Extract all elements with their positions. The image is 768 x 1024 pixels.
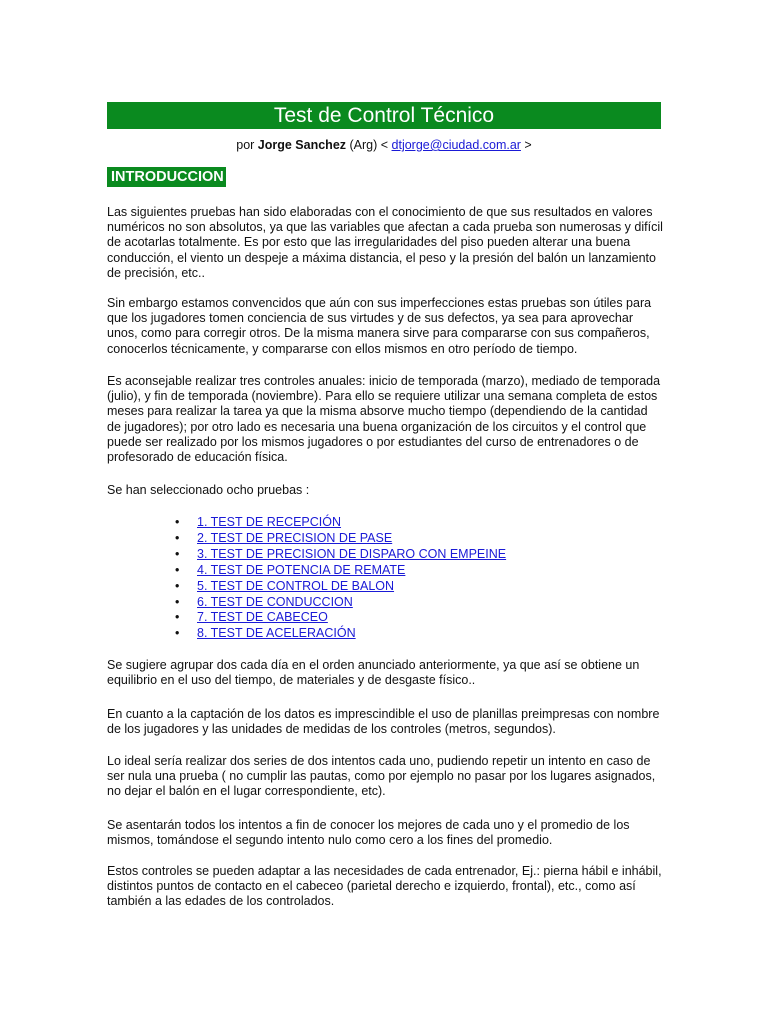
paragraph-8: Se asentarán todos los intentos a fin de conocer los mejores de cada uno y el promedio de los mismos, tomándose el segundo intento nulo como cero a los fines del promedio. xyxy=(107,818,630,848)
test-link-6[interactable]: 6. TEST DE CONDUCCION xyxy=(197,594,353,609)
bullet-icon: • xyxy=(175,610,180,625)
paragraph-5: Se sugiere agrupar dos cada día en el orden anunciado anteriormente, ya que así se obtiene un equilibrio en el uso del tiempo, de materiales y de desgaste físico.. xyxy=(107,658,640,688)
list-item xyxy=(175,610,506,626)
paragraph-6: En cuanto a la captación de los datos es imprescindible el uso de planillas preimpresas con nombre de los jugadores y las unidades de medidas de los controles (metros, segundos). xyxy=(107,707,660,737)
list-item xyxy=(175,531,506,547)
list-item xyxy=(175,563,506,579)
list-item xyxy=(175,626,506,642)
test-link-1[interactable]: 1. TEST DE RECEPCIÓN xyxy=(197,515,342,529)
test-link-2[interactable]: 2. TEST DE PRECISION DE PASE xyxy=(197,530,393,545)
bullet-icon: • xyxy=(175,515,180,529)
test-link-4[interactable]: 4. TEST DE POTENCIA DE REMATE xyxy=(197,562,406,577)
author-name: Jorge Sanchez xyxy=(257,138,347,152)
byline-country: (Arg) < xyxy=(346,138,392,152)
paragraph-2: Sin embargo estamos convencidos que aún con sus imperfecciones estas pruebas son útiles para que los jugadores tomen conciencia de sus virtudes y de sus defectos, ya sea para aprovechar unos, como para corregir otros. De la misma manera sirve para compararse con sus compañeros, conocerlos técnicamente, y compararse con ellos mismos en otro período de tiempo. xyxy=(107,296,652,356)
author-email-link[interactable]: dtjorge@ciudad.com.ar xyxy=(391,138,521,152)
list-item xyxy=(175,547,506,563)
test-link-7[interactable]: 7. TEST DE CABECEO xyxy=(197,610,328,625)
document-title: Test de Control Técnico xyxy=(107,102,661,129)
list-item xyxy=(175,515,506,531)
test-link-3[interactable]: 3. TEST DE PRECISION DE DISPARO CON EMPEINE xyxy=(197,546,507,561)
tests-list xyxy=(175,515,506,642)
bullet-icon: • xyxy=(175,562,180,577)
paragraph-3: Es aconsejable realizar tres controles anuales: inicio de temporada (marzo), mediado de temporada (julio), y fin de temporada (noviembre). Para ello se requiere utilizar una semana completa de estos meses para realizar la tarea ya que la misma absorve mucho tiempo (dependiendo de la cantidad de jugadores); por otro lado es necesaria una buena organización de los circuitos y el control que puede ser realizado por los mismos jugadores o por estudiantes del curso de entrenadores o de profesorado de educación física. xyxy=(107,374,661,465)
bullet-icon: • xyxy=(175,530,180,545)
paragraph-7: Lo ideal sería realizar dos series de dos intentos cada uno, pudiendo repetir un intento en caso de ser nula una prueba ( no cumplir las pautas, como por ejemplo no pasar por los lugares asignados, no dejar el balón en el lugar correspondiente, etc). xyxy=(107,754,656,799)
test-link-5[interactable]: 5. TEST DE CONTROL DE BALON xyxy=(197,578,395,593)
bullet-icon: • xyxy=(175,578,180,593)
bullet-icon: • xyxy=(175,626,180,641)
list-item xyxy=(175,595,506,611)
paragraph-1: Las siguientes pruebas han sido elaboradas con el conocimiento de que sus resultados en valores numéricos no son absolutos, ya que las variables que afectan a cada prueba son numerosas y difícil de acotarlas totalmente. Es por esto que las irregularidades del piso pueden alterar una buena conducción, el viento un despeje a máxima distancia, el peso y la presión del balón un lanzamiento de precisión, etc.. xyxy=(107,205,663,280)
byline-prefix: por xyxy=(236,138,258,152)
paragraph-4: Se han seleccionado ocho pruebas : xyxy=(107,483,310,497)
byline-suffix: > xyxy=(520,138,532,152)
list-item xyxy=(175,579,506,595)
bullet-icon: • xyxy=(175,594,180,609)
bullet-icon: • xyxy=(175,546,180,561)
test-link-8[interactable]: 8. TEST DE ACELERACIÓN xyxy=(197,626,356,641)
paragraph-9: Estos controles se pueden adaptar a las necesidades de cada entrenador, Ej.: pierna hábil e inhábil, distintos puntos de contacto en el cabeceo (parietal derecho e izquierdo, frontal), etc., como así también a las edades de los controlados. xyxy=(107,864,662,909)
byline xyxy=(0,138,768,152)
section-heading-introduccion: INTRODUCCION xyxy=(107,167,226,187)
